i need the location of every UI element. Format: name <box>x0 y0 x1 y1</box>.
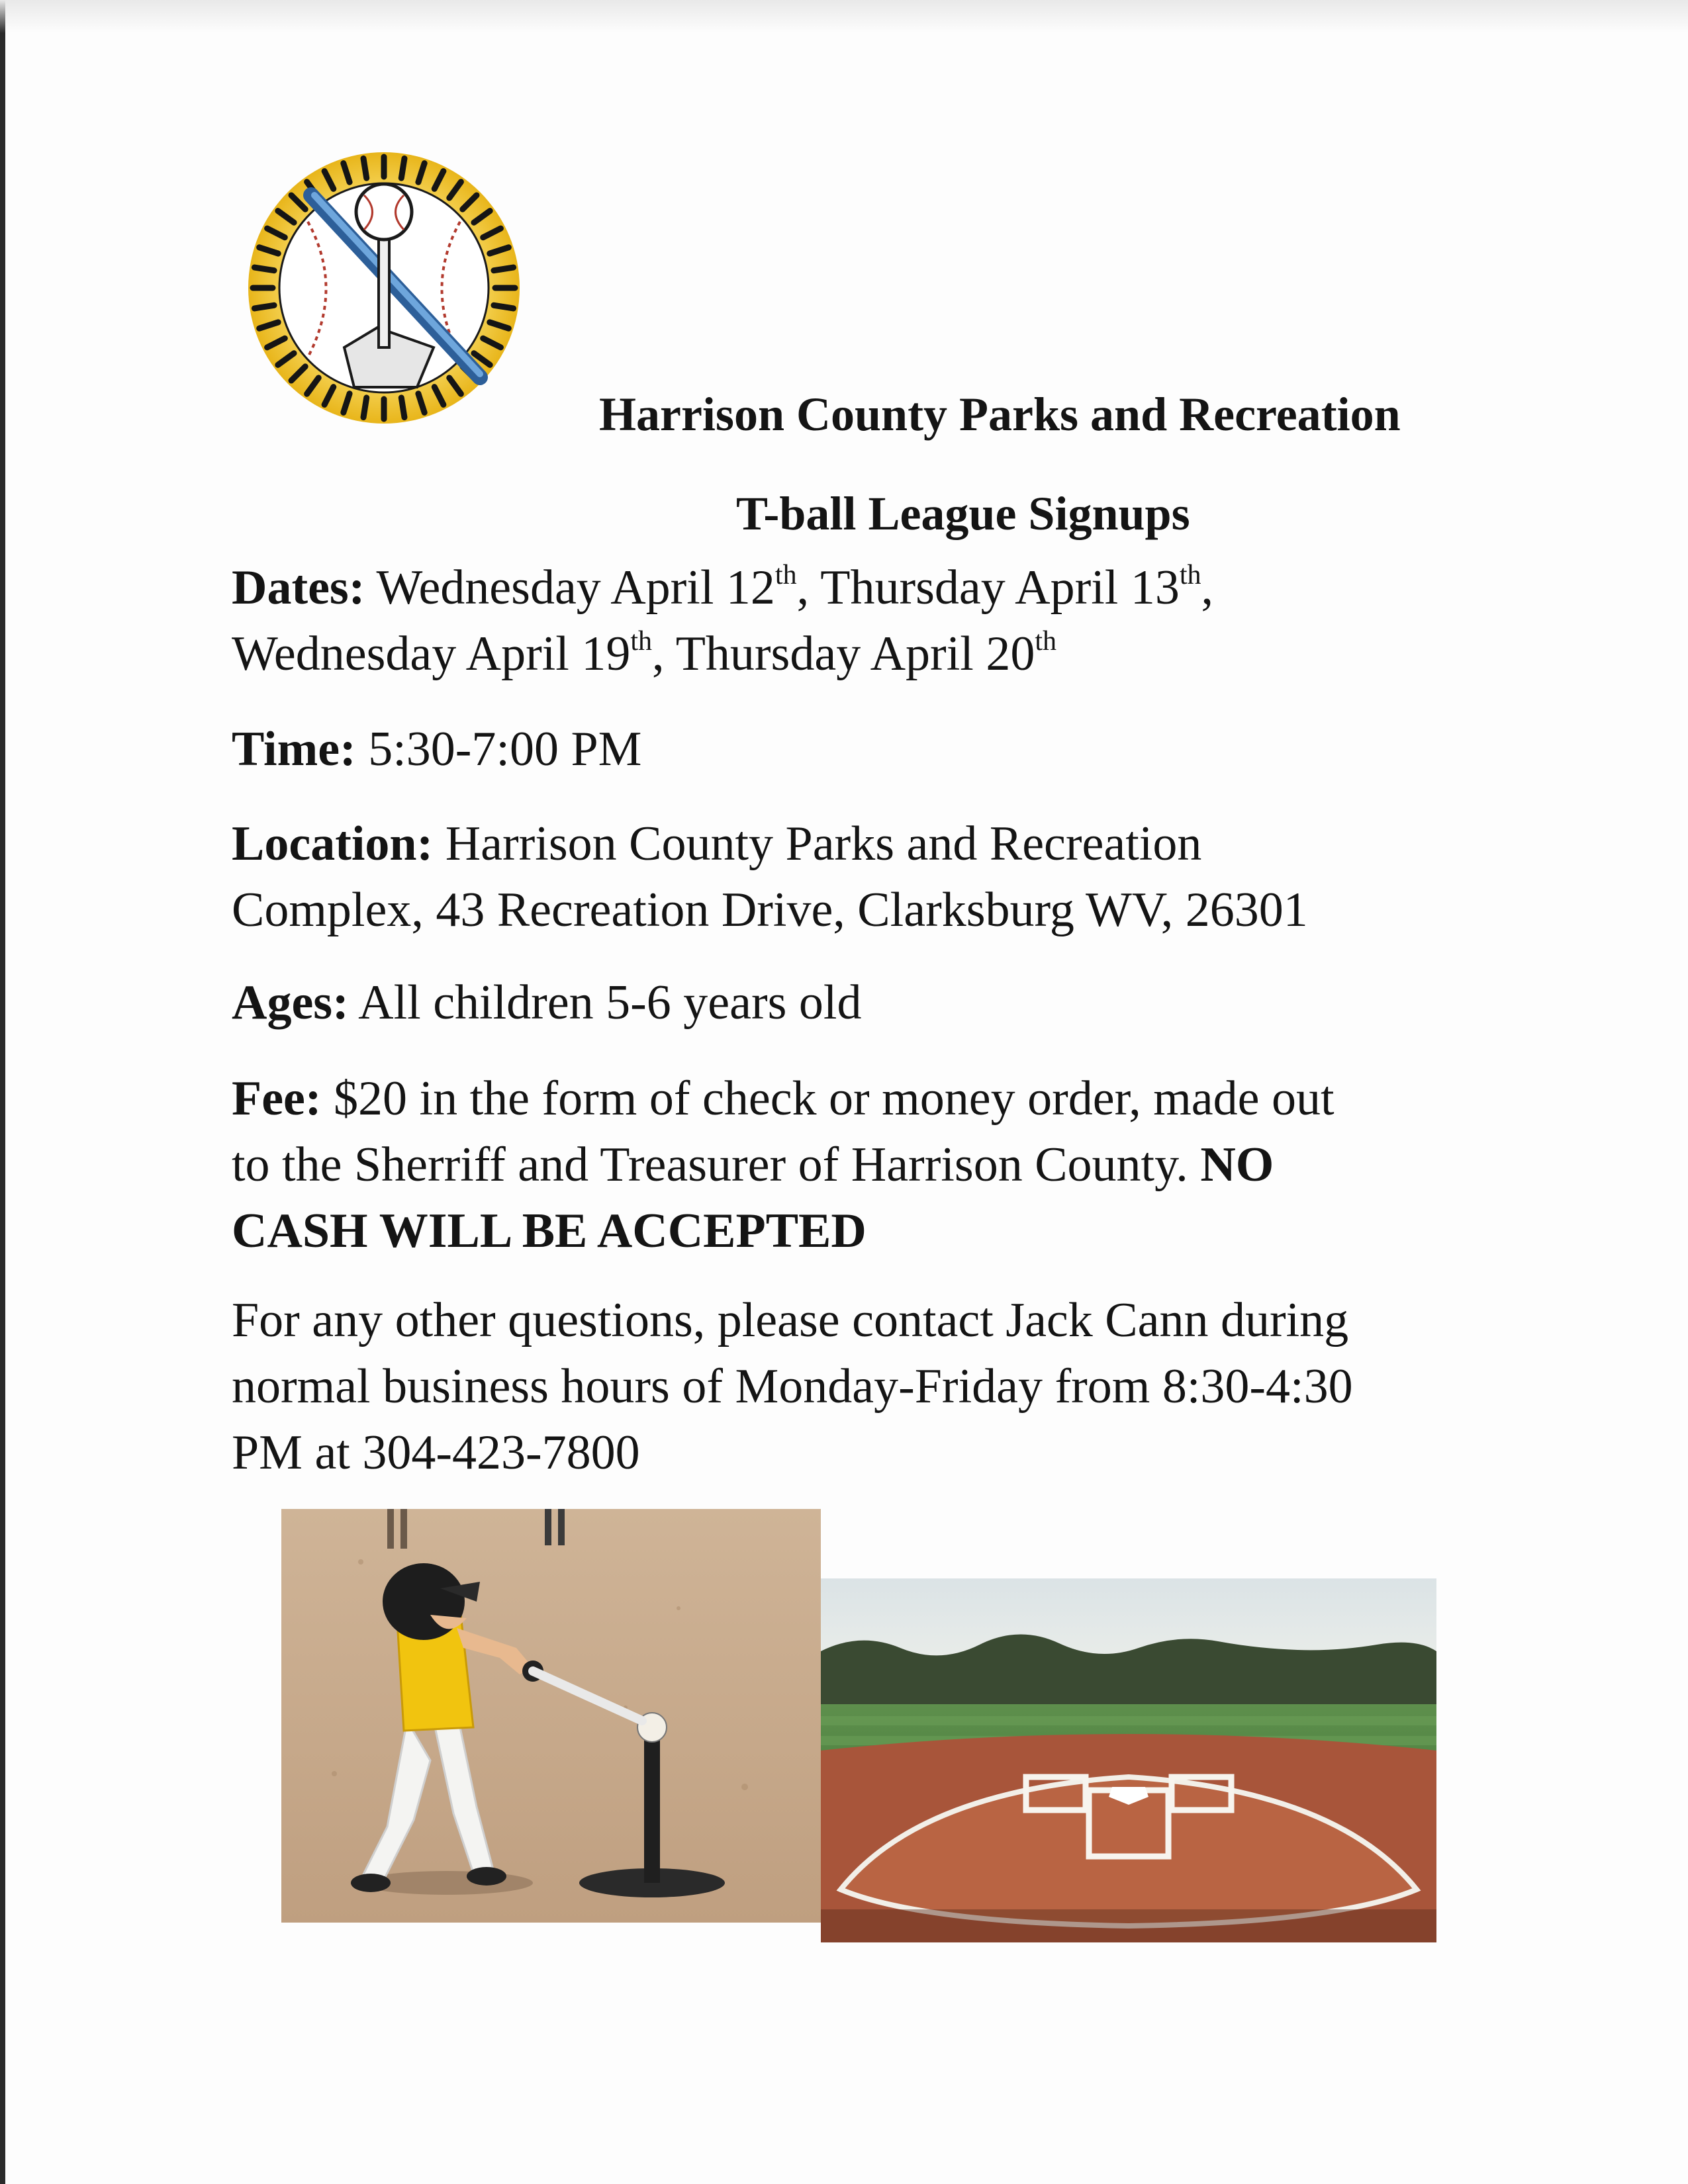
fee-label: Fee: <box>232 1071 322 1126</box>
date-2: , Thursday April 13 <box>796 561 1180 615</box>
dates-section <box>232 555 1523 687</box>
date-1-suffix: th <box>774 560 797 590</box>
scan-edge-shadow <box>0 0 5 2184</box>
logo-ray <box>254 305 274 308</box>
time-label: Time: <box>232 722 356 776</box>
date-3-suffix: th <box>630 626 653 657</box>
time-value: 5:30-7:00 PM <box>355 722 642 776</box>
logo-ray <box>363 158 367 178</box>
contact-section <box>232 1287 1523 1486</box>
no-cash-emphasis: CASH WILL BE ACCEPTED <box>232 1204 867 1258</box>
contact-line3: PM at 304-423-7800 <box>232 1426 640 1480</box>
location-value-line1: Harrison County Parks and Recreation <box>433 817 1202 871</box>
location-value-line2: Complex, 43 Recreation Drive, Clarksburg WV, 26301 <box>232 883 1308 937</box>
date-3: Wednesday April 19 <box>232 627 631 681</box>
scan-top-shading <box>0 0 1688 33</box>
logo-ray <box>401 158 404 178</box>
tball-logo-icon <box>245 149 523 427</box>
baseball-field-photo <box>821 1578 1436 1942</box>
ages-label: Ages: <box>232 976 349 1030</box>
logo-ray <box>494 305 514 308</box>
date-2-comma: , <box>1201 561 1214 615</box>
no-cash-emphasis-start: NO <box>1200 1138 1274 1192</box>
fee-value-line1: $20 in the form of check or money order, made out <box>321 1071 1335 1126</box>
date-1: Wednesday April 12 <box>365 561 775 615</box>
fee-section <box>232 1066 1523 1264</box>
date-4: , Thursday April 20 <box>652 627 1035 681</box>
fee-value-line2: to the Sherriff and Treasurer of Harrison County. <box>232 1138 1201 1192</box>
org-title: Harrison County Parks and Recreation <box>599 388 1401 441</box>
logo-ray <box>254 267 274 271</box>
location-label: Location: <box>232 817 434 871</box>
ages-section <box>232 970 1523 1036</box>
ages-value: All children 5-6 years old <box>348 976 862 1030</box>
child-batting-photo <box>281 1509 821 1923</box>
logo-ray <box>494 267 514 271</box>
event-title: T-ball League Signups <box>736 487 1190 540</box>
date-4-suffix: th <box>1035 626 1056 657</box>
contact-line2: normal business hours of Monday-Friday from 8:30-4:30 <box>232 1359 1353 1414</box>
date-2-suffix: th <box>1179 560 1201 590</box>
logo-ray <box>363 398 367 418</box>
dates-label: Dates: <box>232 561 365 615</box>
logo-ray <box>401 398 404 418</box>
time-section <box>232 716 1523 782</box>
location-section <box>232 811 1523 943</box>
contact-line1: For any other questions, please contact Jack Cann during <box>232 1293 1349 1347</box>
